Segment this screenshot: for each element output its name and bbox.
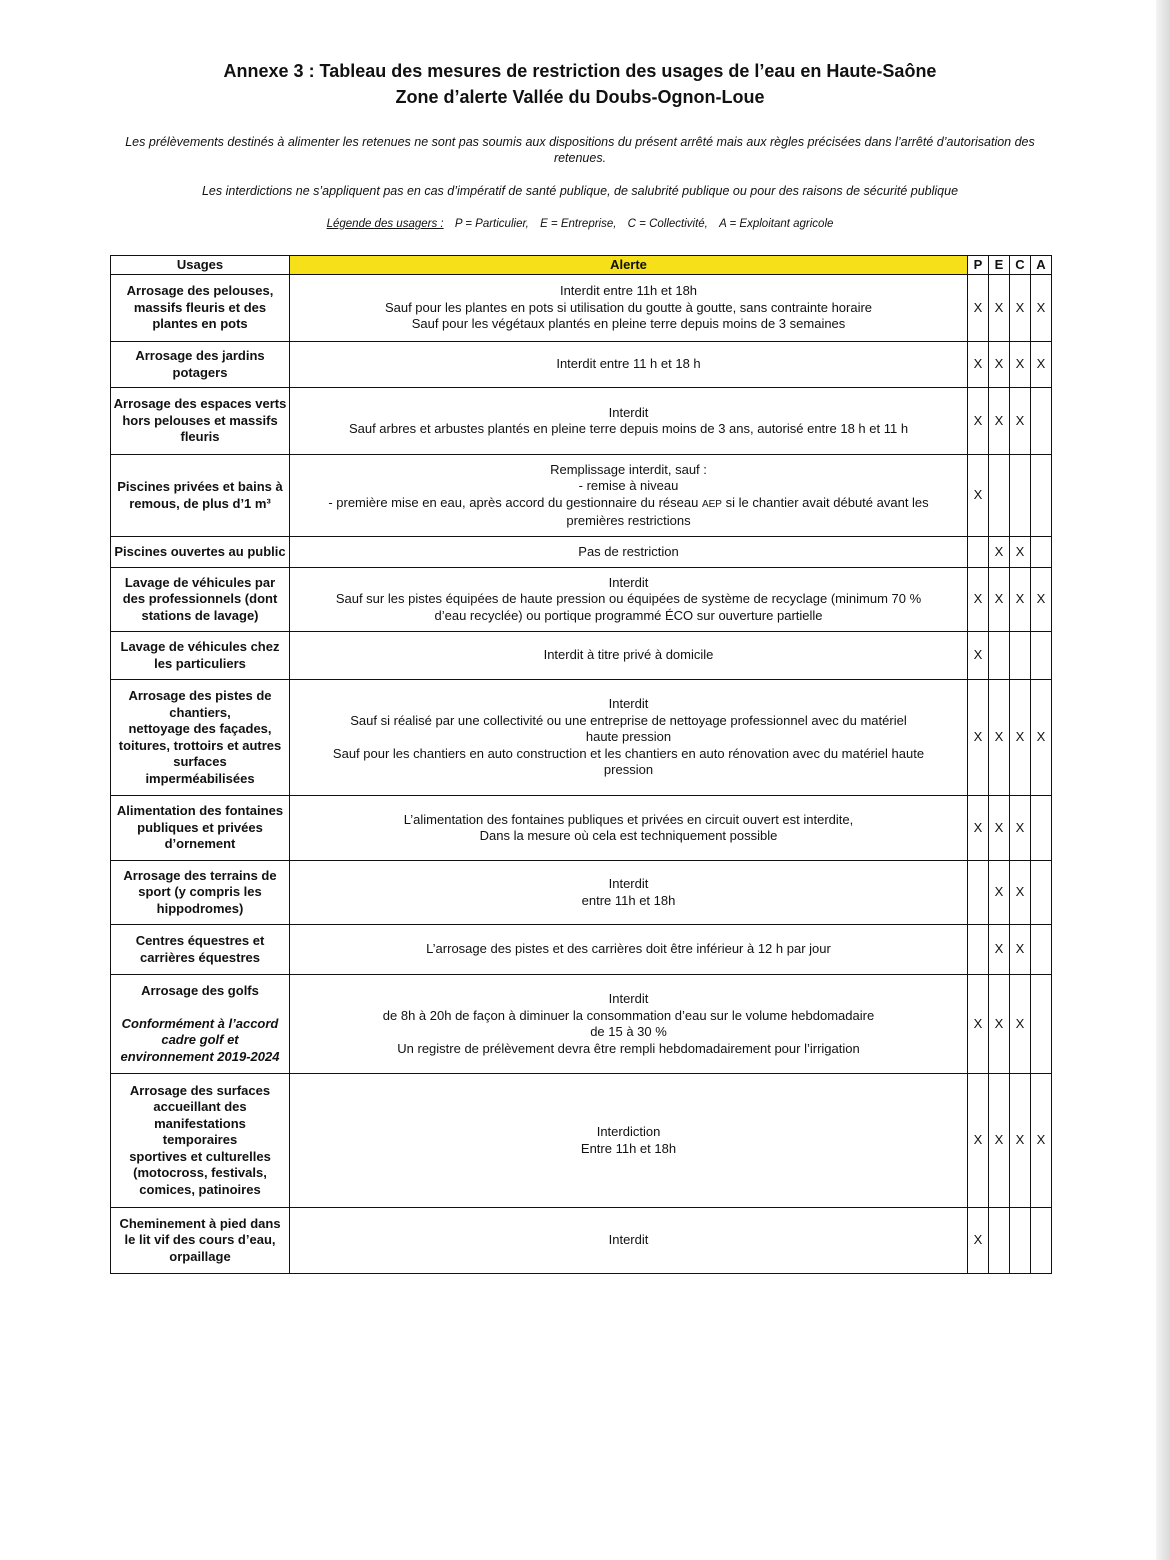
- mark-c: [1010, 1208, 1031, 1274]
- table-row: [111, 632, 1052, 680]
- alert-cell: [290, 1208, 968, 1274]
- usage-line: carrières équestres: [140, 949, 260, 965]
- mark-e: [989, 1208, 1010, 1274]
- mark-e: X: [989, 1074, 1010, 1208]
- usage-line: nettoyage des façades,: [128, 721, 272, 736]
- usage-cell: [111, 680, 290, 796]
- alert-line: Sauf pour les plantes en pots si utilisation du goutte à goutte, sans contrainte horaire: [384, 299, 873, 315]
- mark-c: X: [1010, 537, 1031, 568]
- mark-c: X: [1010, 342, 1031, 388]
- usage-cell: [111, 455, 290, 537]
- mark-p: X: [968, 455, 989, 537]
- usage-line: les particuliers: [154, 655, 246, 671]
- mark-a: X: [1031, 275, 1052, 342]
- alert-cell: [290, 1074, 968, 1208]
- mark-a: [1031, 796, 1052, 861]
- usage-line: Piscines privées et bains à: [117, 479, 283, 494]
- alert-line: Sauf pour les chantiers en auto construction et les chantiers en auto rénovation avec du matériel haute: [332, 745, 925, 761]
- legend-item-c: C = Collectivité,: [627, 218, 708, 230]
- usage-cell: [111, 632, 290, 680]
- legend-title: Légende des usagers :: [326, 218, 444, 230]
- alert-line: Interdit: [608, 404, 649, 420]
- mark-e: X: [989, 537, 1010, 568]
- table-row: [111, 455, 1052, 537]
- alert-cell: [290, 388, 968, 455]
- mark-c: X: [1010, 388, 1031, 455]
- mark-e: X: [989, 975, 1010, 1074]
- alert-cell: [290, 455, 968, 537]
- usage-line: Conformément à l’accord: [121, 1015, 279, 1031]
- table-header-row: [111, 256, 1052, 275]
- usage-cell: [111, 1208, 290, 1274]
- usage-cell: [111, 275, 290, 342]
- mark-a: [1031, 925, 1052, 975]
- header-alerte: Alerte: [290, 256, 968, 275]
- usage-line: surfaces: [173, 754, 227, 769]
- mark-p: [968, 537, 989, 568]
- usage-line: Alimentation des fontaines: [116, 803, 284, 819]
- alert-line: L’alimentation des fontaines publiques et privées en circuit ouvert est interdite,: [403, 811, 854, 827]
- mark-a: [1031, 455, 1052, 537]
- legend: [0, 218, 1160, 230]
- alert-line: - remise à niveau: [578, 478, 679, 493]
- mark-p: X: [968, 388, 989, 455]
- alert-line: Interdit entre 11 h et 18 h: [556, 356, 701, 372]
- alert-cell: [290, 568, 968, 632]
- mark-c: X: [1010, 568, 1031, 632]
- usage-cell: [111, 342, 290, 388]
- mark-p: X: [968, 342, 989, 388]
- alert-text: - première mise en eau, après accord du gestionnaire du réseau: [328, 494, 699, 510]
- mark-e: X: [989, 388, 1010, 455]
- alert-text: si le chantier avait débuté avant les: [725, 494, 929, 510]
- mark-a: X: [1031, 342, 1052, 388]
- table-row: [111, 975, 1052, 1074]
- usage-line: temporaires: [162, 1132, 238, 1148]
- alert-cell: [290, 342, 968, 388]
- mark-a: X: [1031, 568, 1052, 632]
- usage-line: toitures, trottoirs et autres: [118, 737, 282, 753]
- title-line-1: Annexe 3 : Tableau des mesures de restriction des usages de l’eau en Haute-Saône: [223, 61, 937, 81]
- mark-e: X: [989, 796, 1010, 861]
- table-row: [111, 537, 1052, 568]
- usage-line: sportives et culturelles: [129, 1148, 271, 1164]
- usage-cell: [111, 925, 290, 975]
- alert-line: Remplissage interdit, sauf :: [550, 461, 707, 477]
- usage-cell: [111, 796, 290, 861]
- mark-c: X: [1010, 1074, 1031, 1208]
- usage-line: plantes en pots: [152, 316, 248, 332]
- mark-p: X: [968, 1208, 989, 1274]
- legend-item-p: P = Particulier,: [454, 218, 529, 230]
- alert-line: Interdit à titre privé à domicile: [543, 647, 714, 663]
- usage-line: Arrosage des surfaces: [129, 1082, 271, 1098]
- usage-line: remous, de plus d’1 m³: [129, 495, 271, 511]
- alert-line: premières restrictions: [566, 513, 691, 528]
- alert-cell: [290, 537, 968, 568]
- alert-line: Pas de restriction: [578, 543, 679, 559]
- mark-p: [968, 861, 989, 925]
- usage-cell: [111, 537, 290, 568]
- usage-line: accueillant des: [153, 1099, 247, 1115]
- mark-a: [1031, 388, 1052, 455]
- mark-a: X: [1031, 1074, 1052, 1208]
- usage-line: imperméabilisées: [145, 770, 255, 786]
- usage-line: environnement 2019-2024: [120, 1048, 280, 1064]
- mark-p: [968, 925, 989, 975]
- usage-cell: [111, 1074, 290, 1208]
- usage-line: Centres équestres et: [135, 933, 265, 948]
- alert-line: de 15 à 30 %: [590, 1024, 667, 1039]
- usage-line: cadre golf et: [161, 1032, 239, 1047]
- mark-a: [1031, 632, 1052, 680]
- usage-line: hors pelouses et massifs: [122, 412, 278, 428]
- mark-a: [1031, 537, 1052, 568]
- alert-abbrev: AEP: [701, 498, 722, 510]
- alert-line: Interdit entre 11h et 18h: [559, 283, 698, 299]
- legend-item-e: E = Entreprise,: [540, 218, 617, 230]
- mark-p: X: [968, 275, 989, 342]
- usage-line: manifestations: [154, 1115, 246, 1131]
- usage-line: fleuris: [180, 429, 220, 445]
- usage-line: comices, patinoires: [139, 1181, 261, 1197]
- mark-p: X: [968, 1074, 989, 1208]
- mark-c: X: [1010, 796, 1031, 861]
- mark-c: X: [1010, 680, 1031, 796]
- alert-line: haute pression: [585, 729, 672, 745]
- table-row: [111, 680, 1052, 796]
- usage-line: Arrosage des jardins: [135, 348, 265, 363]
- mark-e: X: [989, 275, 1010, 342]
- mark-e: X: [989, 568, 1010, 632]
- alert-line: Dans la mesure où cela est techniquement possible: [479, 828, 778, 843]
- usage-cell: [111, 975, 290, 1074]
- mark-a: [1031, 861, 1052, 925]
- usage-line: Lavage de véhicules par: [124, 574, 276, 590]
- mark-c: [1010, 455, 1031, 537]
- table-row: [111, 275, 1052, 342]
- header-p: P: [968, 256, 989, 275]
- mark-e: [989, 455, 1010, 537]
- table-row: [111, 925, 1052, 975]
- usage-line: (motocross, festivals,: [133, 1165, 267, 1181]
- mark-e: X: [989, 680, 1010, 796]
- intro-retenues: Les prélèvements destinés à alimenter les retenues ne sont pas soumis aux dispositions du présent arrêté mais aux règles précisées dans l’arrêté d’autorisation des retenues.: [125, 135, 1035, 165]
- alert-line: Sauf sur les pistes équipées de haute pression ou équipées de système de recyclage (minimum 70 %: [335, 591, 922, 607]
- mark-p: X: [968, 568, 989, 632]
- alert-line: Interdiction: [596, 1124, 661, 1139]
- mark-p: X: [968, 632, 989, 680]
- usage-cell: [111, 388, 290, 455]
- usage-line: Lavage de véhicules chez: [120, 639, 280, 654]
- header-a: A: [1031, 256, 1052, 275]
- alert-cell: [290, 861, 968, 925]
- usage-note: [113, 1016, 287, 1066]
- alert-line: d’eau recyclée) ou portique programmé ÉCO sur ouverture partielle: [434, 607, 823, 623]
- alert-cell: [290, 975, 968, 1074]
- usage-line: Arrosage des terrains de: [123, 867, 277, 883]
- usage-line: Piscines ouvertes au public: [114, 543, 286, 559]
- alert-line: Interdit: [608, 1232, 649, 1248]
- mark-c: [1010, 632, 1031, 680]
- usage-line: d’ornement: [164, 836, 236, 852]
- usage-line: Arrosage des espaces verts: [113, 396, 287, 412]
- alert-line: entre 11h et 18h: [581, 892, 676, 908]
- usage-line: le lit vif des cours d’eau,: [124, 1232, 276, 1248]
- alert-cell: [290, 925, 968, 975]
- table-row: [111, 568, 1052, 632]
- alert-line: Interdit: [608, 876, 649, 891]
- usage-line: massifs fleuris et des: [133, 299, 267, 315]
- alert-line: L’arrosage des pistes et des carrières doit être inférieur à 12 h par jour: [426, 941, 831, 957]
- alert-line: Interdit: [608, 574, 649, 590]
- alert-line: Sauf arbres et arbustes plantés en pleine terre depuis moins de 3 ans, autorisé entre 18 h et 11 h: [348, 421, 909, 436]
- mark-p: X: [968, 975, 989, 1074]
- intro-exceptions: Les interdictions ne s’appliquent pas en cas d’impératif de santé publique, de salubrité publique ou pour des raisons de sécurité publique: [201, 184, 959, 198]
- alert-cell: [290, 796, 968, 861]
- mark-a: [1031, 1208, 1052, 1274]
- mark-c: X: [1010, 275, 1031, 342]
- usage-cell: [111, 861, 290, 925]
- mark-e: X: [989, 861, 1010, 925]
- header-e: E: [989, 256, 1010, 275]
- usage-line: Arrosage des golfs: [141, 983, 259, 998]
- usage-line: sport (y compris les: [138, 884, 262, 900]
- usage-line: Arrosage des pelouses,: [126, 283, 274, 299]
- alert-cell: [290, 680, 968, 796]
- mark-c: X: [1010, 925, 1031, 975]
- table-row: [111, 1208, 1052, 1274]
- alert-line: de 8h à 20h de façon à diminuer la consommation d’eau sur le volume hebdomadaire: [382, 1007, 875, 1023]
- mark-a: X: [1031, 680, 1052, 796]
- scan-edge: [1156, 0, 1170, 1560]
- alert-line: Sauf pour les végétaux plantés en pleine terre depuis moins de 3 semaines: [411, 316, 846, 332]
- header-usages: Usages: [111, 256, 290, 275]
- page-title: [0, 58, 1160, 110]
- alert-line: Interdit: [608, 991, 649, 1006]
- mark-c: X: [1010, 861, 1031, 925]
- usage-cell: [111, 568, 290, 632]
- mark-c: X: [1010, 975, 1031, 1074]
- table-row: [111, 796, 1052, 861]
- mark-a: [1031, 975, 1052, 1074]
- mark-e: X: [989, 925, 1010, 975]
- alert-line: Entre 11h et 18h: [580, 1140, 677, 1156]
- usage-line: orpaillage: [169, 1248, 231, 1264]
- table-row: [111, 861, 1052, 925]
- legend-item-a: A = Exploitant agricole: [719, 218, 834, 230]
- mark-e: [989, 632, 1010, 680]
- table-row: [111, 1074, 1052, 1208]
- usage-line: Cheminement à pied dans: [119, 1215, 281, 1231]
- usage-line: publiques et privées: [137, 819, 263, 835]
- table-row: [111, 388, 1052, 455]
- usage-line: chantiers,: [169, 704, 231, 720]
- mark-e: X: [989, 342, 1010, 388]
- alert-line: [292, 495, 965, 514]
- restriction-table: [110, 255, 1052, 1274]
- usage-line: stations de lavage): [141, 607, 259, 623]
- title-line-2: Zone d’alerte Vallée du Doubs-Ognon-Loue: [395, 87, 765, 107]
- alert-cell: [290, 275, 968, 342]
- usage-line: hippodromes): [156, 900, 244, 916]
- alert-line: Sauf si réalisé par une collectivité ou une entreprise de nettoyage professionnel avec du matériel: [350, 712, 907, 728]
- alert-line: pression: [603, 762, 654, 778]
- usage-line: Arrosage des pistes de: [128, 688, 272, 703]
- alert-line: Interdit: [608, 696, 649, 712]
- alert-line: Un registre de prélèvement devra être rempli hebdomadairement pour l’irrigation: [397, 1040, 860, 1056]
- header-c: C: [1010, 256, 1031, 275]
- usage-line: des professionnels (dont: [122, 591, 278, 607]
- usage-line: potagers: [172, 364, 228, 380]
- alert-cell: [290, 632, 968, 680]
- mark-p: X: [968, 796, 989, 861]
- table-row: [111, 342, 1052, 388]
- mark-p: X: [968, 680, 989, 796]
